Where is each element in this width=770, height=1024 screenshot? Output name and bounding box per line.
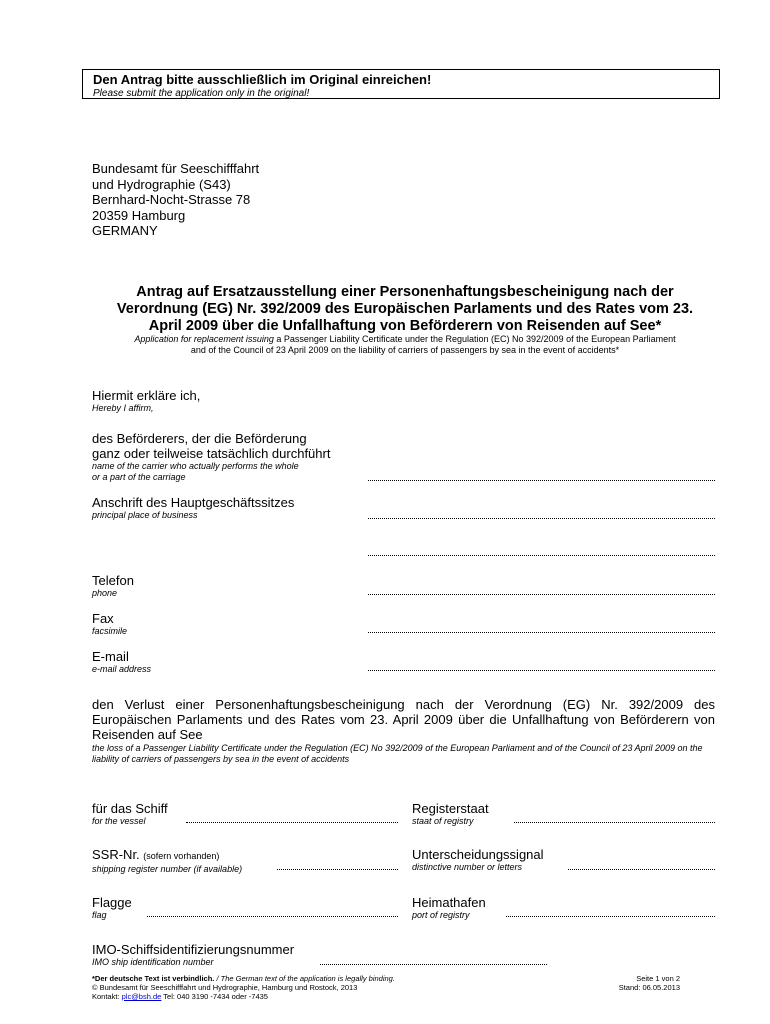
flag-label: Flagge (92, 895, 132, 910)
ssr-sublabel: shipping register number (if available) (92, 864, 243, 874)
business-field[interactable] (368, 518, 715, 519)
footer-binding-rest: / The German text of the application is legally binding. (214, 974, 395, 983)
carrier-field[interactable] (368, 480, 715, 481)
address-line: und Hydrographie (S43) (92, 176, 231, 192)
ssr-field[interactable] (277, 869, 398, 870)
affirm-label: Hiermit erkläre ich, (92, 388, 201, 403)
carrier-label: ganz oder teilweise tatsächlich durchführt (92, 446, 331, 461)
business-sublabel: principal place of business (92, 510, 198, 520)
title-line: Antrag auf Ersatzausstellung einer Personenhaftungsbescheinigung nach der (136, 284, 674, 300)
footer-copyright: © Bundesamt für Seeschifffahrt und Hydrographie, Hamburg und Rostock, 2013 (92, 983, 358, 992)
vessel-sublabel: for the vessel (92, 816, 146, 826)
phone-sublabel: phone (92, 588, 118, 598)
address-line: 20359 Hamburg (92, 207, 186, 223)
subtitle-line: and of the Council of 23 April 2009 on the liability of carriers of passengers by sea in the event of accidents* (190, 345, 620, 355)
email-field[interactable] (368, 670, 715, 671)
fax-sublabel: facsimile (92, 626, 128, 636)
notice-box (82, 69, 720, 99)
address-line: Bundesamt für Seeschifffahrt (92, 161, 260, 176)
port-label: Heimathafen (412, 895, 486, 910)
vessel-label: für das Schiff (92, 801, 168, 816)
signal-section (412, 847, 544, 873)
footer-binding-note (92, 974, 572, 983)
flag-section (92, 895, 132, 921)
email-sublabel: e-mail address (92, 664, 152, 674)
vessel-field[interactable] (186, 822, 398, 823)
fax-section (92, 611, 127, 637)
address-line: GERMANY (92, 223, 158, 238)
business-field-line2[interactable] (368, 555, 715, 556)
phone-label: Telefon (92, 573, 134, 588)
footer-binding-bold: *Der deutsche Text ist verbindlich. (92, 974, 215, 983)
phone-field[interactable] (368, 594, 715, 595)
page-number: Seite 1 von 2 (636, 974, 680, 983)
vessel-section (92, 801, 168, 827)
document-date: Stand: 06.05.2013 (618, 983, 680, 992)
imo-sublabel: IMO ship identification number (92, 957, 214, 967)
footer-contact-prefix: Kontakt: (92, 992, 122, 1001)
imo-label: IMO-Schiffsidentifizierungsnummer (92, 942, 295, 957)
ssr-section (92, 847, 242, 875)
signal-field[interactable] (568, 869, 715, 870)
document-subtitle (80, 334, 730, 356)
carrier-label: des Beförderers, der die Beförderung (92, 431, 307, 446)
contact-email-link[interactable]: plc@bsh.de (121, 992, 162, 1001)
business-label: Anschrift des Hauptgeschäftssitzes (92, 495, 295, 510)
carrier-section (92, 431, 330, 482)
affirm-section (92, 388, 200, 414)
carrier-sublabel: or a part of the carriage (92, 471, 186, 482)
port-sublabel: port of registry (412, 910, 470, 920)
signal-label: Unterscheidungssignal (412, 847, 544, 862)
fax-field[interactable] (368, 632, 715, 633)
affirm-sublabel: Hereby I affirm, (92, 403, 154, 413)
port-section (412, 895, 486, 921)
port-field[interactable] (506, 916, 715, 917)
imo-field[interactable] (320, 964, 547, 965)
loss-statement-english: the loss of a Passenger Liability Certificate under the Regulation (EC) No 392/2009 of the European Parliament and of the Council of 23 April 2009 on the liability of carriers of passengers by sea in the event of accidents (92, 743, 703, 764)
address-line: Bernhard-Nocht-Strasse 78 (92, 192, 251, 207)
registry-field[interactable] (514, 822, 715, 823)
recipient-address (92, 161, 259, 239)
fax-label: Fax (92, 611, 114, 626)
email-section (92, 649, 151, 675)
notice-english: Please submit the application only in the original! (93, 88, 310, 99)
footer-contact (92, 992, 572, 1001)
phone-section (92, 573, 134, 599)
subtitle-italic: Application for replacement issuing (134, 334, 274, 344)
email-label: E-mail (92, 649, 129, 664)
loss-statement: den Verlust einer Personenhaftungsbescheinigung nach der Verordnung (EG) Nr. 392/2009 des Europäischen Parlaments und des Rates vom 23. April 2009 über die Unfallhaftung von Beförderern von Reisenden auf See (92, 697, 715, 742)
carrier-sublabel: name of the carrier who actually performs the whole (92, 461, 299, 471)
signal-sublabel: distinctive number or letters (412, 862, 523, 872)
ssr-label-row (92, 847, 242, 864)
document-title (80, 284, 730, 335)
business-section (92, 495, 294, 521)
footer-right (560, 974, 680, 992)
flag-field[interactable] (147, 916, 398, 917)
flag-sublabel: flag (92, 910, 107, 920)
imo-section (92, 942, 294, 968)
notice-german: Den Antrag bitte ausschließlich im Original einreichen! (93, 72, 432, 87)
ssr-label: SSR-Nr. (92, 847, 140, 862)
title-line: April 2009 über die Unfallhaftung von Beförderern von Reisenden auf See* (148, 318, 662, 334)
footer-contact-phone: Tel: 040 3190 -7434 oder -7435 (161, 992, 268, 1001)
subtitle-text: a Passenger Liability Certificate under the Regulation (EC) No 392/2009 of the European Parliament (273, 334, 676, 344)
registry-section (412, 801, 489, 827)
ssr-note: (sofern vorhanden) (143, 851, 220, 861)
title-line: Verordnung (EG) Nr. 392/2009 des Europäischen Parlaments und des Rates vom 23. (116, 301, 694, 317)
registry-label: Registerstaat (412, 801, 489, 816)
registry-sublabel: staat of registry (412, 816, 474, 826)
footer-left (92, 974, 572, 1001)
